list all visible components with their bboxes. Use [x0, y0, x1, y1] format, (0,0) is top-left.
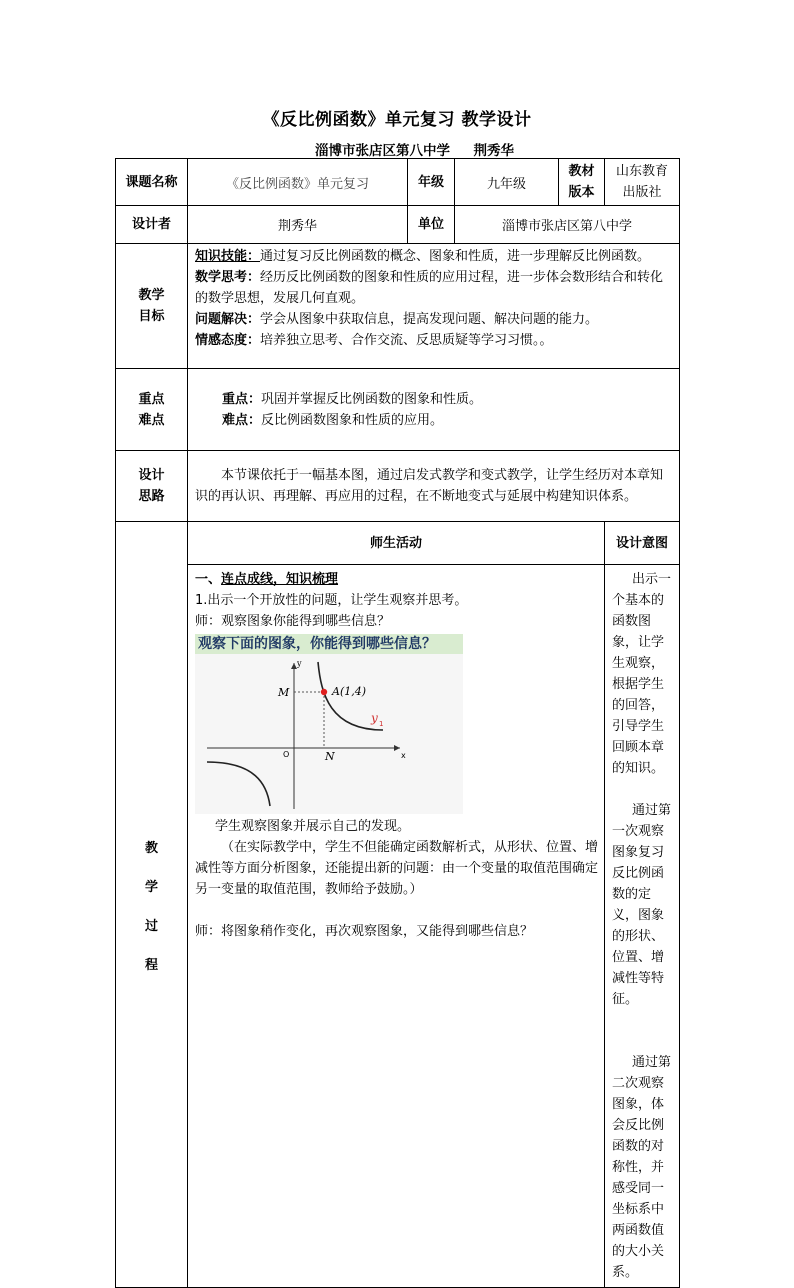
point-a-marker	[321, 689, 327, 695]
curve-label: y	[371, 711, 378, 725]
grade-value: 九年级	[455, 159, 559, 206]
course-name-label: 课题名称	[116, 159, 188, 206]
row-designer	[116, 206, 680, 244]
designer-label: 设计者	[116, 206, 188, 244]
idea-label	[116, 451, 188, 522]
goals-label	[116, 244, 188, 369]
goal-problem-label: 问题解决：	[195, 312, 261, 327]
goals-label-line-1: 教学	[138, 288, 165, 303]
process-label	[116, 522, 188, 1288]
unit-value: 淄博市张店区第八中学	[455, 206, 680, 244]
author-line: 淄博市张店区第八中学 荆秀华	[315, 143, 514, 159]
x-axis-arrow	[394, 745, 400, 751]
goals-content	[188, 244, 680, 369]
intent-header: 设计意图	[605, 522, 680, 565]
difficulty-label: 难点：	[222, 412, 262, 428]
section-1-title	[195, 569, 598, 590]
key-point-text: 巩固并掌握反比例函数的图象和性质。	[261, 391, 483, 407]
textbook-label-line-2: 版本	[568, 185, 595, 200]
goal-math-label: 数学思考：	[195, 270, 261, 285]
textbook-label-line-1: 教材	[568, 164, 595, 179]
row-design-idea	[116, 451, 680, 522]
function-figure	[195, 634, 463, 814]
course-name-value: 《反比例函数》单元复习	[188, 159, 408, 206]
teacher-question-1: 师：观察图象你能得到哪些信息？	[195, 614, 391, 629]
goal-knowledge-text: 通过复习反比例函数的概念、图象和性质，进一步理解反比例函数。	[260, 249, 651, 264]
key-label	[116, 369, 188, 451]
y-axis-label: y	[297, 659, 302, 668]
step-1: 1.出示一个开放性的问题，让学生观察并思考。	[195, 593, 468, 608]
x-axis-label: x	[401, 751, 406, 760]
goal-problem	[195, 309, 673, 330]
process-label-char-1: 教	[144, 840, 158, 856]
process-label-char-2: 学	[144, 879, 158, 895]
designer-value: 荆秀华	[188, 206, 408, 244]
goal-emotion-text: 培养独立思考、合作交流、反思质疑等学习习惯。。	[260, 333, 553, 348]
activity-header: 师生活动	[188, 522, 605, 565]
row-process-content	[116, 565, 680, 1288]
section-1-prefix: 一、	[195, 572, 222, 587]
curve-branch-third-quadrant	[207, 762, 270, 806]
activity-content	[188, 565, 605, 1288]
goal-problem-text: 学会从图象中获取信息，提高发现问题、解决问题的能力。	[260, 312, 599, 327]
goal-emotion-label: 情感态度：	[195, 333, 261, 348]
difficulty-text: 反比例函数图象和性质的应用。	[261, 412, 444, 428]
goal-knowledge-label: 知识技能：	[195, 249, 261, 264]
section-1-title-text: 连点成线，知识梳理	[221, 572, 339, 587]
student-observation: 学生观察图象并展示自己的发现。	[215, 819, 411, 834]
row-process-header	[116, 522, 680, 565]
intent-content	[605, 565, 680, 1288]
intent-2: 通过第一次观察图象复习反比例函数的定义，图象的形状、位置、增减性等特征。	[612, 803, 672, 1007]
textbook-value-line-2: 出版社	[622, 185, 662, 200]
grade-label: 年级	[408, 159, 455, 206]
key-label-line-2: 难点	[138, 412, 165, 428]
hyperbola-graph	[195, 654, 463, 814]
lesson-plan-table	[115, 158, 680, 1288]
m-label: M	[278, 686, 290, 699]
curve-label-subscript: 1	[379, 720, 384, 728]
textbook-value	[605, 159, 680, 206]
point-a-label: A(1,4)	[332, 685, 367, 698]
goals-label-line-2: 目标	[138, 309, 165, 324]
teaching-note: （在实际教学中，学生不但能确定函数解析式，从形状、位置、增减性等方面分析图象，还能提出新的问题：由一个变量的取值范围确定另一变量的取值范围，教师给予鼓励。）	[195, 840, 599, 897]
goal-math-text: 经历反比例函数的图象和性质的应用过程，进一步体会数形结合和转化的数学思想，发展几何直观。	[195, 270, 664, 306]
process-label-char-3: 过	[144, 918, 158, 934]
document-title: 《反比例函数》单元复习 教学设计	[262, 110, 532, 130]
key-label-line-1: 重点	[138, 391, 165, 407]
idea-label-line-1: 设计	[138, 468, 165, 483]
intent-3: 通过第二次观察图象，体会反比例函数的对称性，并感受同一坐标系中两函数值的大小关系。	[612, 1055, 672, 1280]
teacher-question-2: 师：将图象稍作变化，再次观察图象，又能得到哪些信息？	[195, 924, 534, 939]
n-label: N	[325, 750, 335, 763]
process-label-char-4: 程	[144, 957, 158, 973]
key-point-label: 重点：	[222, 391, 262, 407]
idea-text: 本节课依托于一幅基本图，通过启发式教学和变式教学，让学生经历对本章知识的再认识、再理解、再应用的过程，在不断地变式与延展中构建知识体系。	[188, 451, 680, 522]
intent-1: 出示一个基本的函数图象，让学生观察，根据学生的回答，引导学生回顾本章的知识。	[612, 572, 672, 776]
unit-label: 单位	[408, 206, 455, 244]
goal-math	[195, 267, 673, 309]
goal-knowledge	[195, 246, 673, 267]
goal-emotion	[195, 330, 673, 351]
row-goals	[116, 244, 680, 369]
key-point	[222, 389, 673, 410]
key-content	[188, 369, 680, 451]
row-key-points	[116, 369, 680, 451]
row-course	[116, 159, 680, 206]
figure-caption: 观察下面的图象，你能得到哪些信息？	[195, 634, 463, 654]
idea-label-line-2: 思路	[138, 489, 165, 504]
difficulty-point	[222, 410, 673, 431]
textbook-value-line-1: 山东教育	[616, 164, 669, 179]
origin-label: O	[283, 750, 290, 759]
textbook-label	[559, 159, 605, 206]
